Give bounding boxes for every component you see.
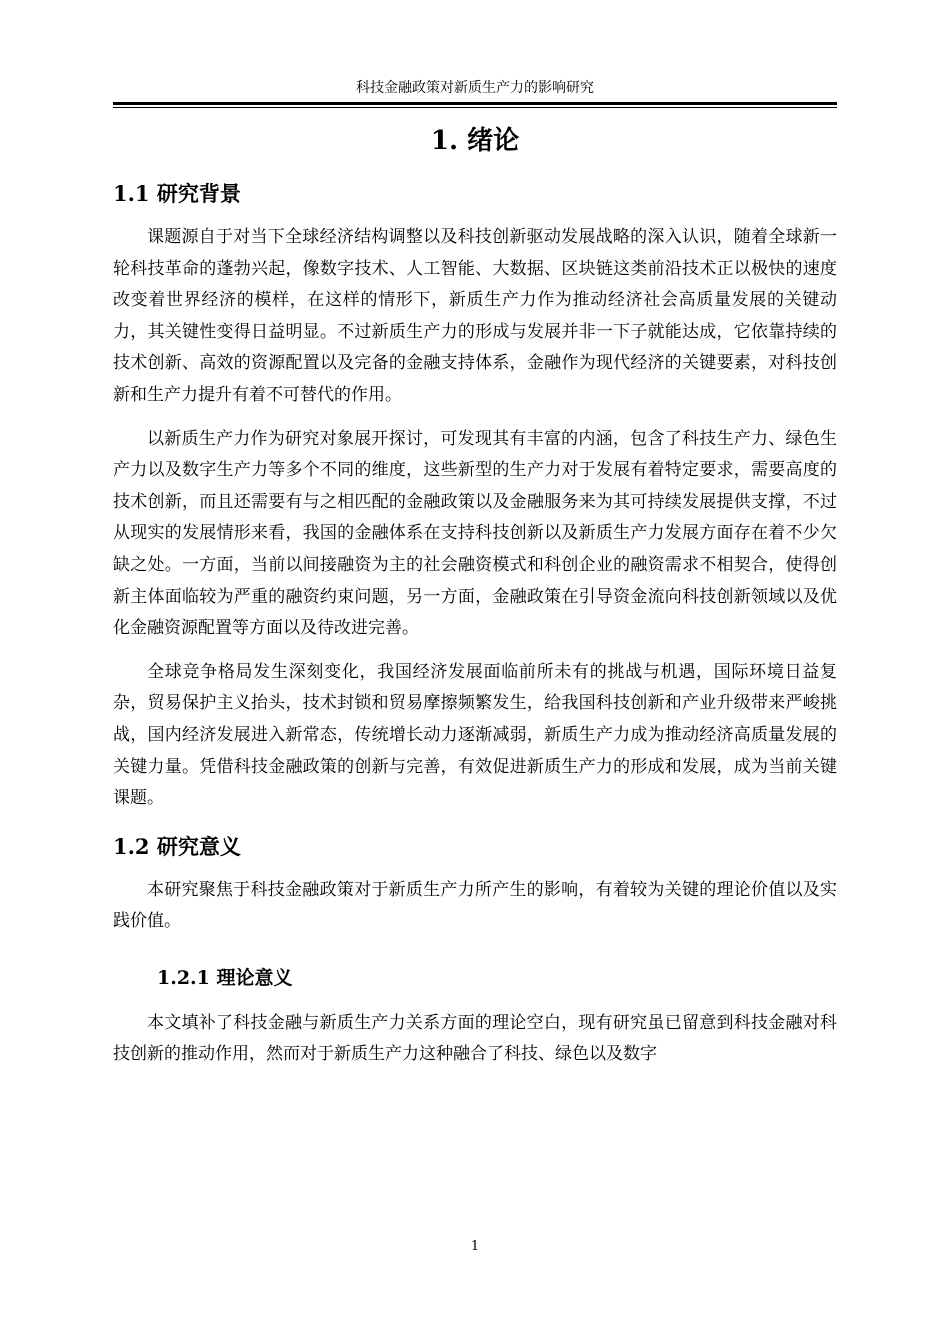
section-title-significance: 1.2 研究意义 <box>113 833 241 859</box>
running-header: 科技金融政策对新质生产力的影响研究 <box>356 80 594 96</box>
chapter-title: 1. 绪论 <box>430 126 520 156</box>
background-paragraph-1: 课题源自于对当下全球经济结构调整以及科技创新驱动发展战略的深入认识，随着全球新一轮科技革命的蓬勃兴起，像数字技术、人工智能、大数据、区块链这类前沿技术正以极快的速度改变着世界经济的模样，在这样的情形下，新质生产力作为推动经济社会高质量发展的关键动力，其关键性变得日益明显。不过新质生产力的形成与发展并非一下子就能达成，它依靠持续的技术创新、高效的资源配置以及完备的金融支持体系，金融作为现代经济的关键要素，对科技创新和生产力提升有着不可替代的作用。 <box>113 227 837 405</box>
subsection-title-theory: 1.2.1 理论意义 <box>157 966 293 989</box>
page-number: 1 <box>470 1239 480 1254</box>
theory-paragraph-1: 本文填补了科技金融与新质生产力关系方面的理论空白，现有研究虽已留意到科技金融对科技创新的推动作用，然而对于新质生产力这种融合了科技、绿色以及数字 <box>113 1012 837 1065</box>
background-paragraph-3: 全球竞争格局发生深刻变化，我国经济发展面临前所未有的挑战与机遇，国际环境日益复杂，贸易保护主义抬头，技术封锁和贸易摩擦频繁发生，给我国科技创新和产业升级带来严峻挑战，国内经济发展进入新常态，传统增长动力逐渐减弱，新质生产力成为推动经济高质量发展的关键力量。凭借科技金融政策的创新与完善，有效促进新质生产力的形成和发展，成为当前关键课题。 <box>113 661 837 809</box>
header-rule-thick <box>113 102 837 105</box>
page-content <box>113 120 837 1071</box>
background-paragraph-2: 以新质生产力作为研究对象展开探讨，可发现其有丰富的内涵，包含了科技生产力、绿色生产力以及数字生产力等多个不同的维度，这些新型的生产力对于发展有着特定要求，需要高度的技术创新，而且还需要有与之相匹配的金融政策以及金融服务来为其可持续发展提供支撑，不过从现实的发展情形来看，我国的金融体系在支持科技创新以及新质生产力发展方面存在着不少欠缺之处。一方面，当前以间接融资为主的社会融资模式和科创企业的融资需求不相契合，使得创新主体面临较为严重的融资约束问题，另一方面，金融政策在引导资金流向科技创新领域以及优化金融资源配置等方面以及待改进完善。 <box>113 428 837 639</box>
section-title-background: 1.1 研究背景 <box>113 181 241 206</box>
significance-paragraph-1: 本研究聚焦于科技金融政策对于新质生产力所产生的影响，有着较为关键的理论价值以及实践价值。 <box>113 879 837 932</box>
header-rule-thin <box>113 107 837 108</box>
